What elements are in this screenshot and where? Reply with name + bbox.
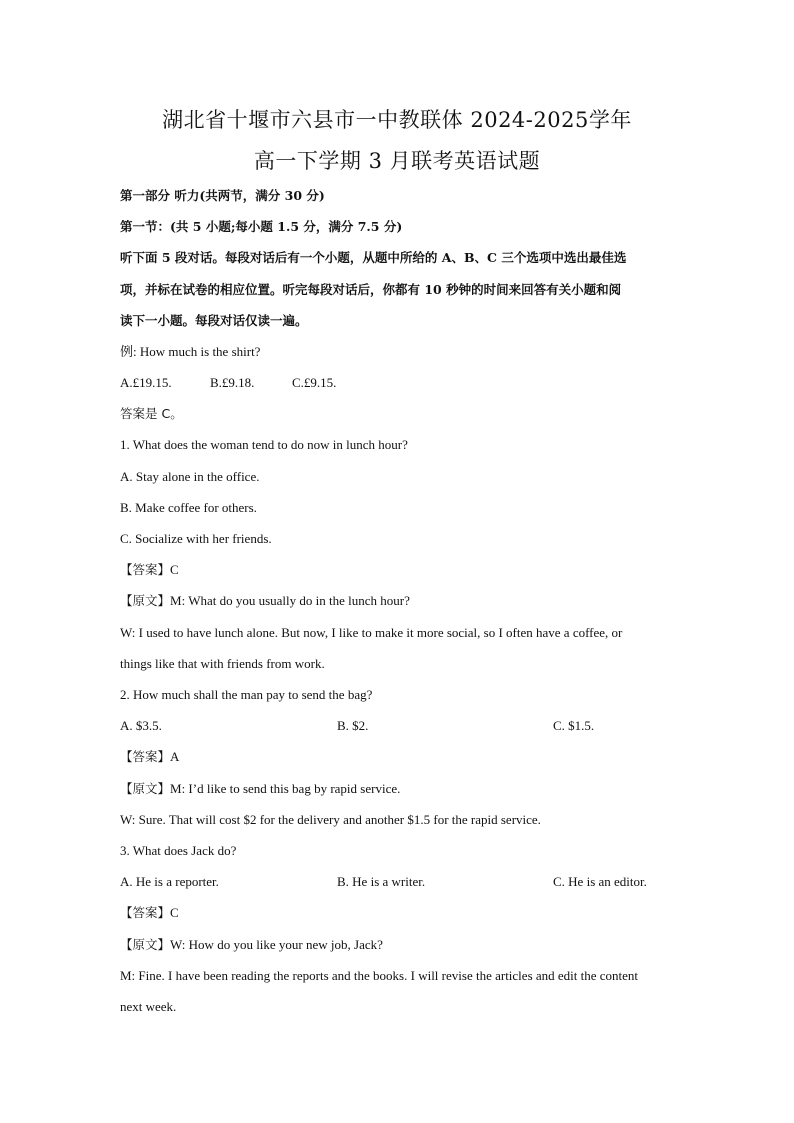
example-question: 例: How much is the shirt? xyxy=(120,344,261,359)
transcript-line: M: I’d like to send this bag by rapid service. xyxy=(170,781,401,796)
part1-heading: 第一部分 听力(共两节，满分 30 分) xyxy=(120,188,325,203)
transcript-line: W: Sure. That will cost $2 for the delivery and another $1.5 for the rapid service. xyxy=(120,812,541,827)
question-2-option-b: B. $2. xyxy=(337,718,369,733)
question-3: 3. What does Jack do? xyxy=(120,843,237,858)
transcript-line: M: What do you usually do in the lunch hour? xyxy=(170,593,410,608)
transcript-line: M: Fine. I have been reading the reports and the books. I will revise the articles and edit the content xyxy=(120,968,639,983)
instruction-line: 听下面 5 段对话。每段对话后有一个小题，从题中所给的 A、B、C 三个选项中选出最佳选 xyxy=(120,250,627,265)
question-2-answer xyxy=(120,749,680,765)
question-2-option-a: A. $3.5. xyxy=(120,718,162,733)
section1-heading: 第一节：(共 5 小题;每小题 1.5 分，满分 7.5 分) xyxy=(120,219,403,234)
question-1-option-b: B. Make coffee for others. xyxy=(120,500,257,515)
question-3-answer xyxy=(120,905,680,921)
question-2-option-c: C. $1.5. xyxy=(553,718,595,733)
example-option-a: A.£19.15. xyxy=(120,375,172,390)
original-tag: 【原文】 xyxy=(120,781,171,796)
example-answer: 答案是 C。 xyxy=(120,406,183,421)
doc-title-line2: 高一下学期 3 月联考英语试题 xyxy=(253,149,541,173)
example-option-c: C.£9.15. xyxy=(292,375,337,390)
transcript-line: next week. xyxy=(120,999,177,1014)
instruction-line: 读下一小题。每段对话仅读一遍。 xyxy=(120,313,308,328)
question-2: 2. How much shall the man pay to send the bag? xyxy=(120,687,373,702)
question-2-original xyxy=(120,781,680,797)
question-1-option-a: A. Stay alone in the office. xyxy=(120,469,260,484)
transcript-line: W: How do you like your new job, Jack? xyxy=(170,937,383,952)
question-3-original xyxy=(120,937,680,953)
question-1: 1. What does the woman tend to do now in lunch hour? xyxy=(120,437,408,452)
answer-tag: 【答案】 xyxy=(120,905,171,920)
question-3-option-a: A. He is a reporter. xyxy=(120,874,219,889)
instruction-line: 项，并标在试卷的相应位置。听完每段对话后，你都有 10 秒钟的时间来回答有关小题和阅 xyxy=(120,282,622,297)
answer-value: C xyxy=(170,905,179,920)
original-tag: 【原文】 xyxy=(120,937,171,952)
original-tag: 【原文】 xyxy=(120,593,171,608)
answer-value: A xyxy=(170,749,180,764)
answer-value: C xyxy=(170,562,179,577)
answer-tag: 【答案】 xyxy=(120,562,171,577)
doc-title-line1: 湖北省十堰市六县市一中教联体 2024-2025学年 xyxy=(162,108,632,132)
example-option-b: B.£9.18. xyxy=(210,375,255,390)
question-3-option-b: B. He is a writer. xyxy=(337,874,426,889)
question-1-answer xyxy=(120,562,680,578)
question-1-option-c: C. Socialize with her friends. xyxy=(120,531,272,546)
question-3-option-c: C. He is an editor. xyxy=(553,874,647,889)
transcript-line: things like that with friends from work. xyxy=(120,656,325,671)
answer-tag: 【答案】 xyxy=(120,749,171,764)
question-1-original xyxy=(120,593,680,609)
transcript-line: W: I used to have lunch alone. But now, I like to make it more social, so I often have a coffee, or xyxy=(120,625,623,640)
